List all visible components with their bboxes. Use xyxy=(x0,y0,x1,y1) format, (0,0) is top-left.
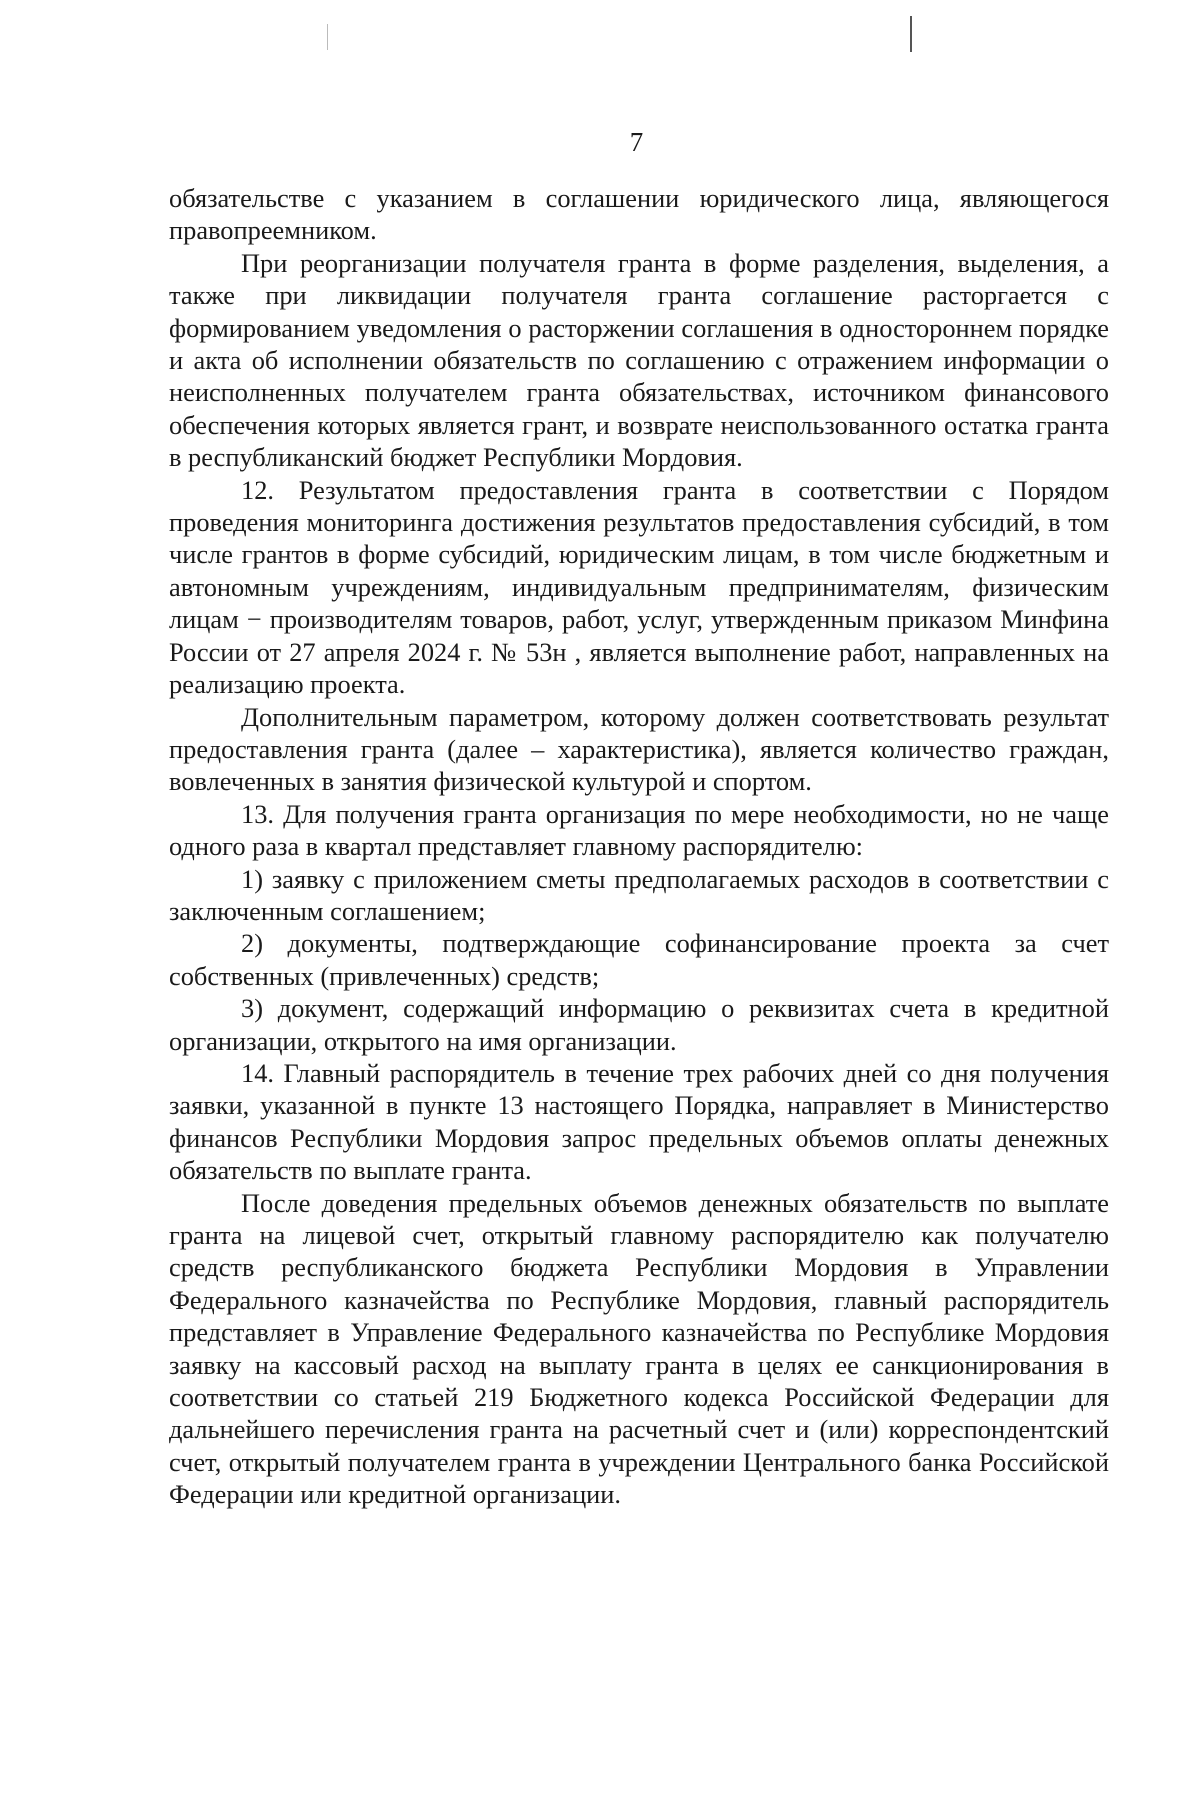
paragraph: обязательстве с указанием в соглашении юридического лица, являющегося правопреемником. xyxy=(169,183,1109,246)
paragraph: При реорганизации получателя гранта в форме разделения, выделения, а также при ликвидации получателя гранта соглашение расторгается с формированием уведомления о расторжении соглашения в одностороннем порядке и акта об исполнении обязательств по соглашению с отражением информации о неисполненных получателем гранта обязательствах, источником финансового обеспечения которых является грант, и возврате неиспользованного остатка гранта в республиканский бюджет Республики Мордовия. xyxy=(169,247,1109,473)
paragraph: 12. Результатом предоставления гранта в соответствии с Порядом проведения мониторинга достижения результатов предоставления субсидий, в том числе грантов в форме субсидий, юридическим лицам, в том числе бюджетным и автономным учреждениям, индивидуальным предпринимателям, физическим лицам − производителям товаров, работ, услуг, утвержденным приказом Минфина России от 27 апреля 2024 г. № 53н , является выполнение работ, направленных на реализацию проекта. xyxy=(169,474,1109,700)
paragraph: 13. Для получения гранта организация по мере необходимости, но не чаще одного раза в квартал представляет главному распорядителю: xyxy=(169,798,1109,862)
scan-artifact-right xyxy=(910,16,912,52)
list-item: 2) документы, подтверждающие софинансирование проекта за счет собственных (привлеченных) средств; xyxy=(169,928,1109,991)
paragraph: Дополнительным параметром, которому должен соответствовать результат предоставления гранта (далее – характеристика), является количество граждан, вовлеченных в занятия физической культурой и спортом. xyxy=(169,701,1109,797)
page-number: 7 xyxy=(629,127,644,157)
document-body xyxy=(169,182,1109,1511)
scan-artifact-left xyxy=(327,24,328,50)
list-item: 1) заявку с приложением сметы предполагаемых расходов в соответствии с заключенным соглашением; xyxy=(169,863,1109,926)
paragraph: 14. Главный распорядитель в течение трех рабочих дней со дня получения заявки, указанной в пункте 13 настоящего Порядка, направляет в Министерство финансов Республики Мордовия запрос предельных объемов оплаты денежных обязательств по выплате гранта. xyxy=(169,1057,1109,1186)
list-item: 3) документ, содержащий информацию о реквизитах счета в кредитной организации, открытого на имя организации. xyxy=(169,993,1109,1056)
paragraph: После доведения предельных объемов денежных обязательств по выплате гранта на лицевой счет, открытый главному распорядителю как получателю средств республиканского бюджета Республики Мордовия в Управлении Федерального казначейства по Республике Мордовия, главный распорядитель представляет в Управление Федерального казначейства по Республике Мордовия заявку на кассовый расход на выплату гранта в целях ее санкционирования в соответствии со статьей 219 Бюджетного кодекса Российской Федерации для дальнейшего перечисления гранта на расчетный счет и (или) корреспондентский счет, открытый получателем гранта в учреждении Центрального банка Российской Федерации или кредитной организации. xyxy=(169,1187,1109,1510)
